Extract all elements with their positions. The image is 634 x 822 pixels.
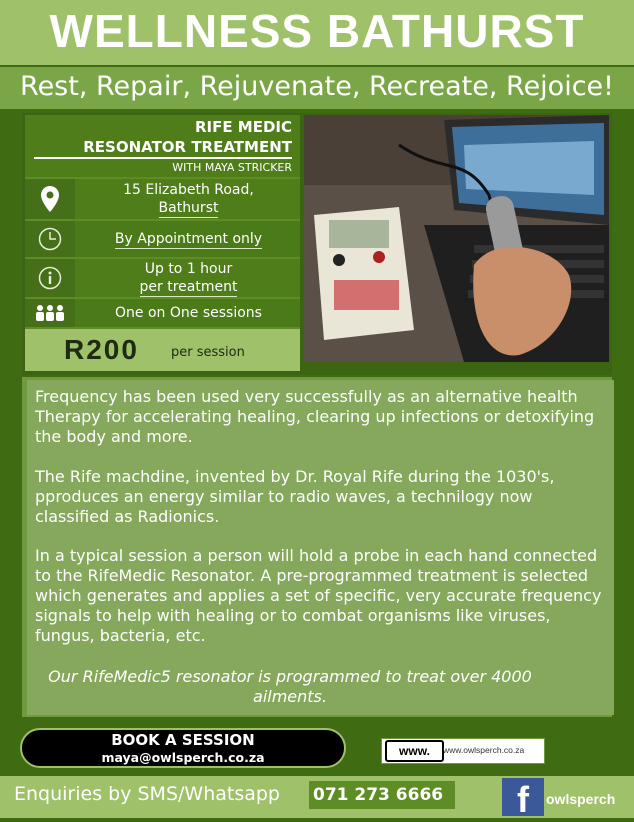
price-unit: per session (171, 345, 245, 360)
website-url[interactable]: www.owlsperch.co.za (443, 745, 525, 755)
description-paragraph-2: The Rife machdine, invented by Dr. Royal Rife during the 1030's, pproduces an energy similar to radio waves, a technilogy now classified as Radionics. (35, 467, 555, 526)
info-icon (25, 259, 75, 297)
facebook-icon[interactable]: f (502, 778, 544, 816)
duration-line1: Up to 1 hour (144, 260, 233, 277)
booking-email-link[interactable]: maya@owlsperch.co.za (101, 750, 265, 765)
phone-number[interactable]: 071 273 6666 (313, 785, 444, 805)
enquiries-text: Enquiries by SMS/Whatsapp (14, 783, 280, 805)
people-icon (25, 299, 75, 327)
practitioner-name: WITH MAYA STRICKER (172, 161, 292, 174)
location-pin-icon (25, 179, 75, 219)
address-line2: Bathurst (158, 199, 219, 216)
device-photo (304, 115, 609, 362)
tagline: Rest, Repair, Rejuvenate, Recreate, Rejoice! (20, 71, 614, 102)
duration-row (25, 259, 300, 297)
price-amount: R200 (64, 334, 139, 365)
treatment-title-line2: RESONATOR TREATMENT (83, 138, 292, 156)
heading-divider (34, 157, 292, 159)
description-paragraph-1: Frequency has been used very successfully as an alternative health Therapy for accelerating healing, clearing up infections or detoxifying the body and more. (35, 387, 595, 446)
sessions-text: One on One sessions (115, 305, 262, 321)
description-paragraph-3: In a typical session a person will hold a probe in each hand connected to the RifeMedic Resonator. A pre-programmed treatment is selected which generates and applies a set of specific, very accurate frequency signals to help with healing or to combat organisms like viruses, fungus, bacteria, etc. (35, 546, 602, 645)
www-badge[interactable]: www. (385, 740, 444, 762)
treatment-title-line1: RIFE MEDIC (194, 118, 292, 136)
description-closing: Our RifeMedic5 resonator is programmed to treat over 4000 ailments. (48, 667, 532, 706)
page-title: WELLNESS BATHURST (49, 5, 585, 57)
clock-icon (25, 221, 75, 257)
sessions-row (25, 299, 300, 327)
duration-line2: per treatment (139, 278, 238, 295)
address-row (25, 179, 300, 219)
appointment-text: By Appointment only (114, 230, 263, 247)
facebook-page-name[interactable]: owlsperch (546, 791, 616, 807)
address-line1: 15 Elizabeth Road, (123, 181, 254, 198)
book-session-label[interactable]: BOOK A SESSION (111, 731, 255, 749)
appointment-row (25, 221, 300, 257)
